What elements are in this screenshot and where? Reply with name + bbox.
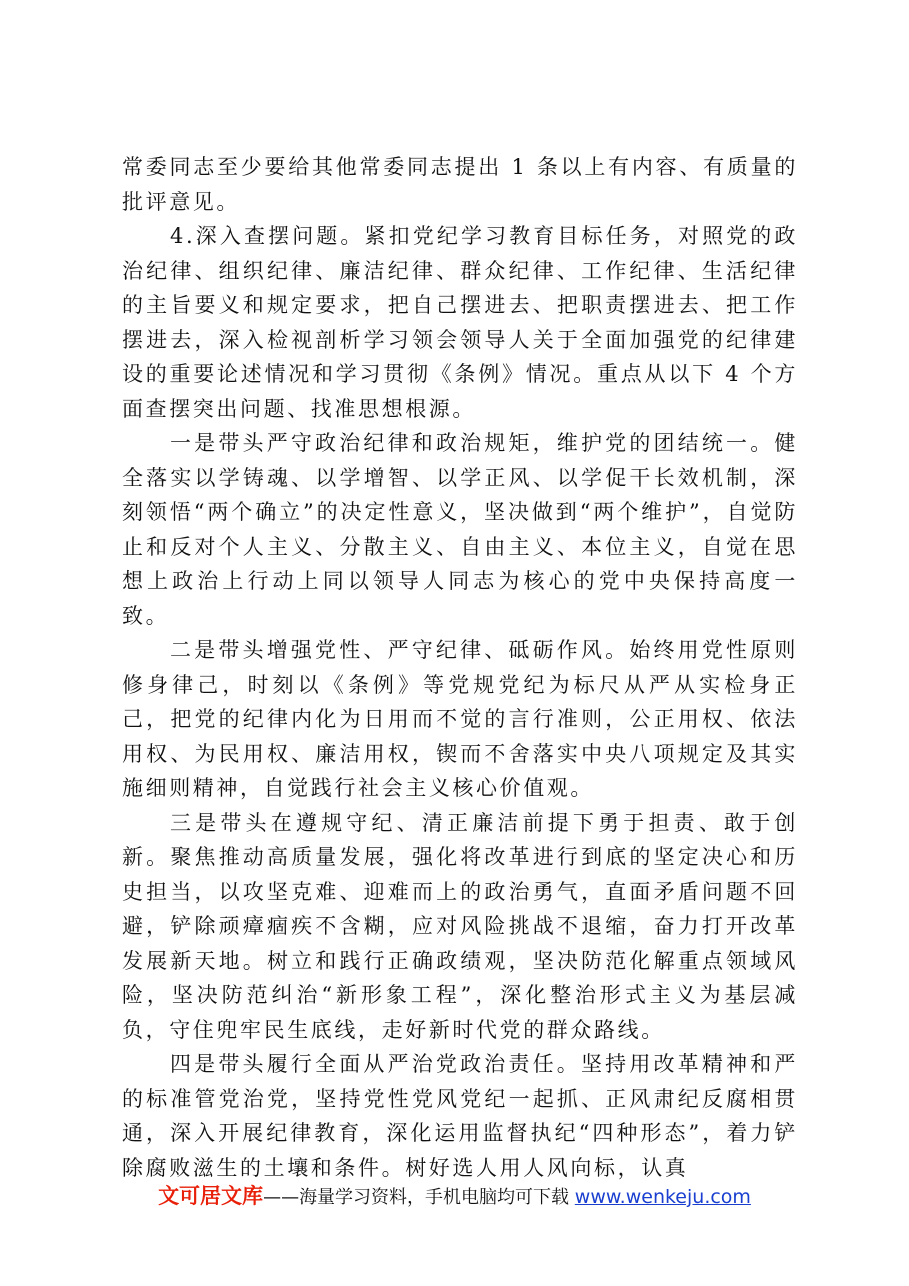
footer-tagline: ——海量学习资料，手机电脑均可下载 xyxy=(263,1187,570,1208)
paragraph-point-4: 四是带头履行全面从严治党政治责任。坚持用改革精神和严的标准管党治党，坚持党性党风党纪一起抓、正风肃纪反腐相贯通，深入开展纪律教育，深化运用监督执纪“四种形态”，着力铲除腐败滋生的土壤和条件。树好选人用人风向标，认真 xyxy=(122,1052,798,1180)
document-body xyxy=(122,150,798,1185)
footer-brand: 文可居文库 xyxy=(158,1184,264,1208)
paragraph-point-1: 一是带头严守政治纪律和政治规矩，维护党的团结统一。健全落实以学铸魂、以学增智、以学正风、以学促干长效机制，深刻领悟“两个确立”的决定性意义，坚决做到“两个维护”，自觉防止和反对个人主义、分散主义、自由主义、本位主义，自觉在思想上政治上行动上同以领导人同志为核心的党中央保持高度一致。 xyxy=(122,431,798,628)
paragraph-point-3: 三是带头在遵规守纪、清正廉洁前提下勇于担责、敢于创新。聚焦推动高质量发展，强化将改革进行到底的坚定决心和历史担当，以攻坚克难、迎难而上的政治勇气，直面矛盾问题不回避，铲除顽瘴痼疾不含糊，应对风险挑战不退缩，奋力打开改革发展新天地。树立和践行正确政绩观，坚决防范化解重点领域风险，坚决防范纠治“新形象工程”，深化整治形式主义为基层减负，守住兜牢民生底线，走好新时代党的群众路线。 xyxy=(122,810,798,1042)
paragraph-continuation: 常委同志至少要给其他常委同志提出 1 条以上有内容、有质量的批评意见。 xyxy=(122,155,798,214)
paragraph-point-2: 二是带头增强党性、严守纪律、砥砺作风。始终用党性原则修身律己，时刻以《条例》等党规党纪为标尺从严从实检身正己，把党的纪律内化为日用而不觉的言行准则，公正用权、依法用权、为民用权、廉洁用权，锲而不舍落实中央八项规定及其实施细则精神，自觉践行社会主义核心价值观。 xyxy=(122,638,798,800)
paragraph-section-4: 4.深入查摆问题。紧扣党纪学习教育目标任务，对照党的政治纪律、组织纪律、廉洁纪律、群众纪律、工作纪律、生活纪律的主旨要义和规定要求，把自己摆进去、把职责摆进去、把工作摆进去，深入检视剖析学习领会领导人关于全面加强党的纪律建设的重要论述情况和学习贯彻《条例》情况。重点从以下 4 个方面查摆突出问题、找准思想根源。 xyxy=(122,224,798,421)
footer-banner xyxy=(0,1181,909,1213)
footer-url-link[interactable]: www.wenkeju.com xyxy=(574,1186,751,1208)
